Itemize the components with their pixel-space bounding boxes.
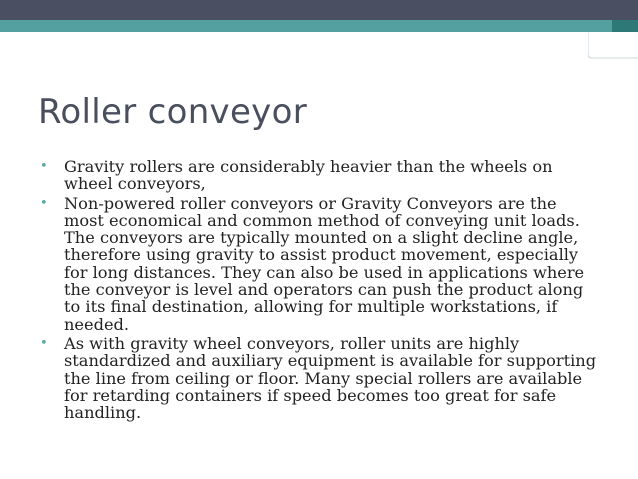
- header-dark-band: [0, 0, 638, 20]
- corner-decoration: [588, 32, 638, 62]
- bullet-list: [38, 158, 598, 423]
- bullet-marker: •: [40, 159, 48, 174]
- bullet-marker: •: [40, 195, 48, 211]
- header-teal-band: [0, 20, 612, 32]
- bullet-text: Gravity rollers are considerably heavier than the wheels on wheel conveyors,: [64, 157, 553, 194]
- bullet-text: Non-powered roller conveyors or Gravity Conveyors are the most economical and common method of conveying unit loads. The conveyors are typically mounted on a slight decline angle, therefore using gravity to assist product movement, especially for long distances. They can also be used in applications where the conveyor is level and operators can push the product along to its final destination, allowing for multiple workstations, if needed.: [64, 193, 585, 334]
- slide-title: Roller conveyor: [38, 92, 307, 132]
- bullet-item: [38, 195, 598, 333]
- bullet-text: As with gravity wheel conveyors, roller units are highly standardized and auxiliary equipment is available for supporting the line from ceiling or floor. Many special rollers are available for retarding containers if speed becomes too great for safe handling.: [64, 333, 597, 423]
- bullet-item: [38, 158, 598, 193]
- header-teal-accent: [612, 20, 638, 32]
- bullet-marker: •: [40, 335, 48, 351]
- bullet-item: [38, 335, 598, 421]
- slide-header-bar: [0, 0, 638, 32]
